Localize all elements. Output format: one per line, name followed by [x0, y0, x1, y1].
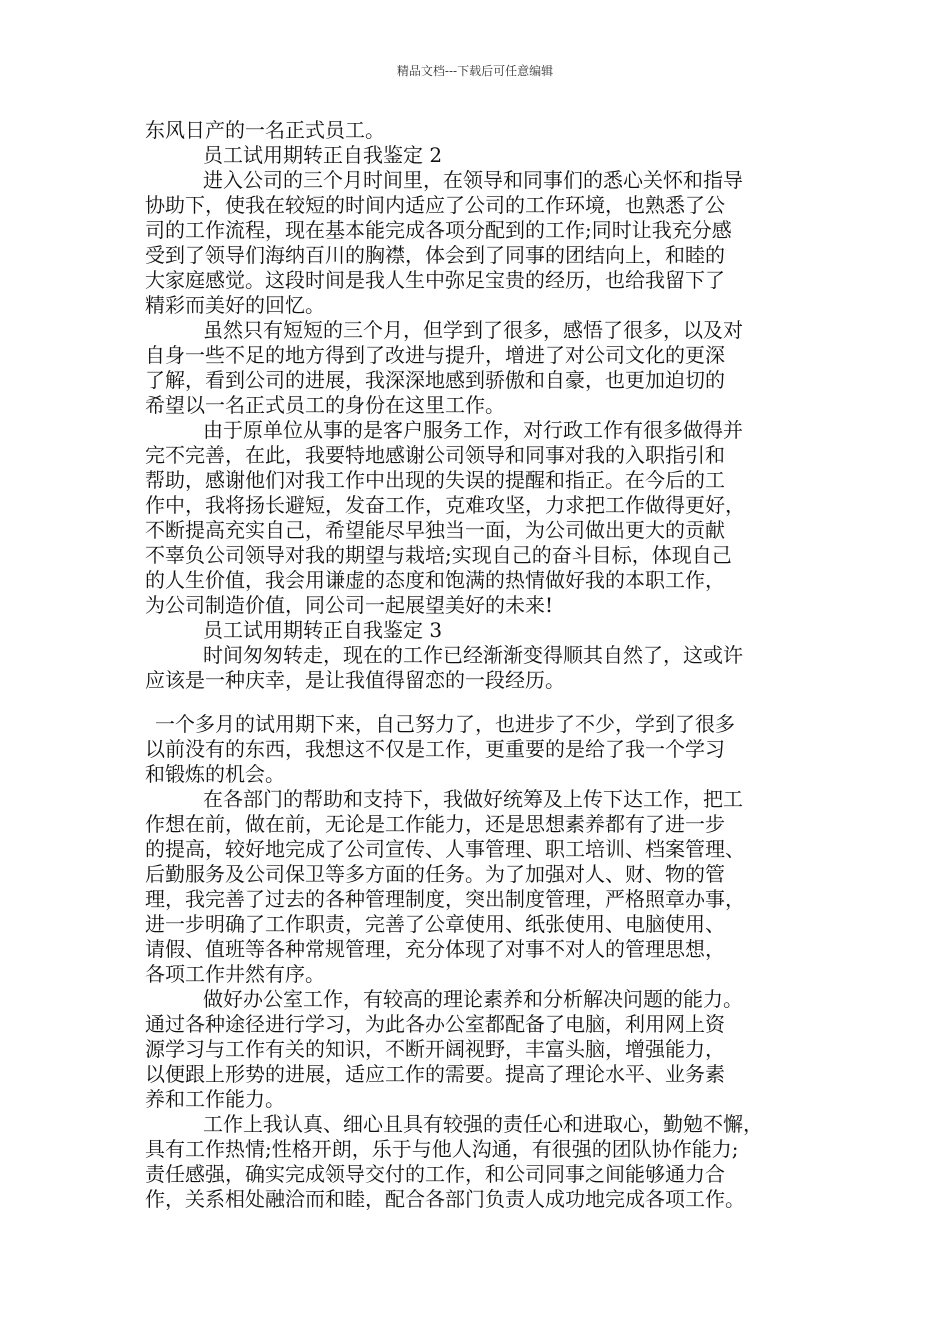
text-line: 东风日产的一名正式员工。 [145, 118, 385, 142]
text-line: 通过各种途径进行学习，为此各办公室都配备了电脑，利用网上资 [145, 1012, 725, 1036]
text-line: 进一步明确了工作职责，完善了公章使用、纸张使用、电脑使用、 [145, 912, 725, 936]
text-line: 应该是一种庆幸，是让我值得留恋的一段经历。 [145, 668, 565, 692]
text-line: 了解，看到公司的进展，我深深地感到骄傲和自豪，也更加迫切的 [145, 368, 725, 392]
text-line: 一个多月的试用期下来，自己努力了，也进步了不少，学到了很多 [155, 712, 735, 736]
text-line: 作，关系相处融洽而和睦，配合各部门负责人成功地完成各项工作。 [145, 1187, 745, 1211]
text-line: 希望以一名正式员工的身份在这里工作。 [145, 393, 505, 417]
text-line: 做好办公室工作，有较高的理论素养和分析解决问题的能力。 [203, 987, 743, 1011]
text-line: 司的工作流程，现在基本能完成各项分配到的工作;同时让我充分感 [145, 218, 732, 242]
page-header: 精品文档---下载后可任意编辑 [396, 64, 554, 78]
text-line: 的人生价值，我会用谦虚的态度和饱满的热情做好我的本职工作， [145, 568, 725, 592]
text-line: 不断提高充实自己，希望能尽早独当一面，为公司做出更大的贡献 [145, 518, 725, 542]
text-line: 时间匆匆转走，现在的工作已经渐渐变得顺其自然了，这或许 [203, 643, 743, 667]
text-line: 完不完善，在此，我要特地感谢公司领导和同事对我的入职指引和 [145, 443, 725, 467]
text-line: 的提高，较好地完成了公司宣传、人事管理、职工培训、档案管理、 [145, 837, 745, 861]
text-line: 各项工作井然有序。 [145, 962, 325, 986]
text-line: 后勤服务及公司保卫等多方面的任务。为了加强对人、财、物的管 [145, 862, 725, 886]
text-line: 和锻炼的机会。 [145, 762, 285, 786]
document-body [145, 118, 825, 1212]
text-line: 责任感强，确实完成领导交付的工作，和公司同事之间能够通力合 [145, 1162, 725, 1186]
text-line: 大家庭感觉。这段时间是我人生中弥足宝贵的经历，也给我留下了 [145, 268, 725, 292]
text-line: 受到了领导们海纳百川的胸襟，体会到了同事的团结向上，和睦的 [145, 243, 725, 267]
text-line: 请假、值班等各种常规管理，充分体现了对事不对人的管理思想， [145, 937, 725, 961]
text-line: 协助下，使我在较短的时间内适应了公司的工作环境，也熟悉了公 [145, 193, 725, 217]
text-line: 源学习与工作有关的知识，不断开阔视野，丰富头脑，增强能力， [145, 1037, 725, 1061]
text-line: 精彩而美好的回忆。 [145, 293, 325, 317]
text-line: 以便跟上形势的进展，适应工作的需要。提高了理论水平、业务素 [145, 1062, 725, 1086]
text-line: 不辜负公司领导对我的期望与栽培;实现自己的奋斗目标，体现自己 [145, 543, 732, 567]
text-line: 虽然只有短短的三个月，但学到了很多，感悟了很多，以及对 [203, 318, 743, 342]
text-line: 以前没有的东西，我想这不仅是工作，更重要的是给了我一个学习 [145, 737, 725, 761]
text-line: 理，我完善了过去的各种管理制度，突出制度管理，严格照章办事， [145, 887, 745, 911]
text-line: 养和工作能力。 [145, 1087, 285, 1111]
text-line: 进入公司的三个月时间里，在领导和同事们的悉心关怀和指导 [203, 168, 743, 192]
text-line: 为公司制造价值，同公司一起展望美好的未来! [145, 593, 554, 617]
text-line: 作想在前，做在前，无论是工作能力，还是思想素养都有了进一步 [145, 812, 725, 836]
paragraph-gap [145, 693, 825, 712]
text-line: 帮助，感谢他们对我工作中出现的失误的提醒和指正。在今后的工 [145, 468, 725, 492]
text-line: 具有工作热情;性格开朗，乐于与他人沟通，有很强的团队协作能力; [145, 1137, 739, 1161]
text-line: 作中，我将扬长避短，发奋工作，克难攻坚，力求把工作做得更好， [145, 493, 745, 517]
text-line: 工作上我认真、细心且具有较强的责任心和进取心，勤勉不懈， [203, 1112, 763, 1136]
section-heading: 员工试用期转正自我鉴定 2 [203, 143, 443, 167]
text-line: 自身一些不足的地方得到了改进与提升，增进了对公司文化的更深 [145, 343, 725, 367]
text-line: 由于原单位从事的是客户服务工作，对行政工作有很多做得并 [203, 418, 743, 442]
section-heading: 员工试用期转正自我鉴定 3 [203, 618, 443, 642]
text-line: 在各部门的帮助和支持下，我做好统筹及上传下达工作，把工 [203, 787, 743, 811]
